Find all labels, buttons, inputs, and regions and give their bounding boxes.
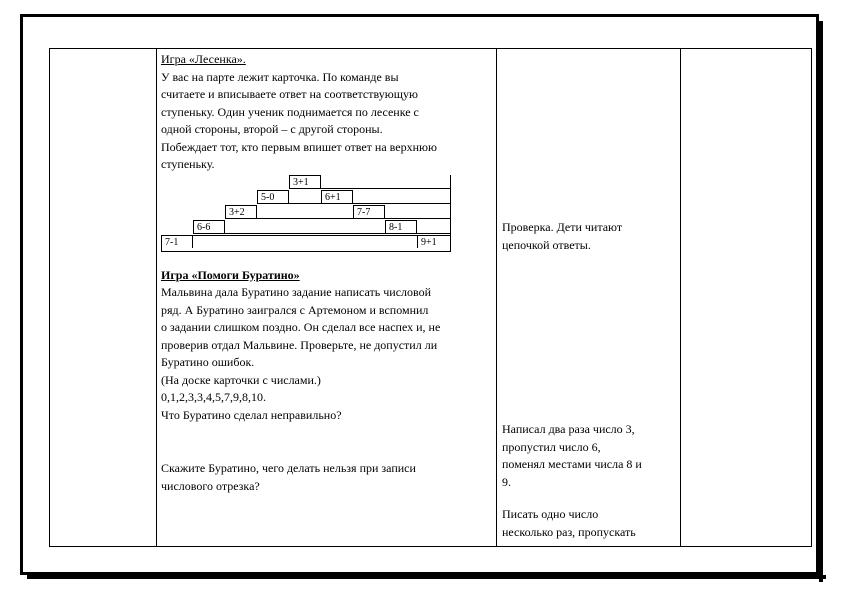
ladder-step: 6+1 [321, 190, 353, 203]
text-line: ступеньку. Один ученик поднимается по лесенке с [161, 104, 419, 119]
lesson-table [49, 48, 812, 547]
check-text: Написал два раза число 3, [502, 422, 635, 436]
ladder-step: 5-0 [257, 190, 289, 203]
text-line: У вас на парте лежит карточка. По команде вы [161, 69, 399, 84]
empty-left-cell [50, 49, 157, 547]
check-block-2 [502, 421, 676, 491]
ladder-step: 8-1 [385, 220, 417, 233]
ladder-step: 3+1 [289, 175, 321, 188]
number-sequence: 0,1,2,3,3,4,5,7,9,8,10. [161, 390, 266, 404]
text-line: Мальвина дала Буратино задание написать числовой [161, 285, 432, 299]
empty-right-cell [681, 49, 812, 547]
text-line: считаете и вписываете ответ на соответствующую [161, 87, 418, 101]
check-text: 9. [502, 474, 511, 489]
ladder-line [225, 218, 451, 219]
text-line: числового отрезка? [161, 478, 260, 493]
ladder-step: 9+1 [417, 235, 451, 248]
ladder-step: 3+2 [225, 205, 257, 218]
text-line: ступеньку. [161, 157, 215, 171]
ladder-line [289, 188, 451, 189]
text-line: Скажите Буратино, чего делать нельзя при записи [161, 461, 416, 475]
text-line: Буратино ошибок. [161, 355, 255, 369]
text-line: ряд. А Буратино заигрался с Артемоном и вспомнил [161, 302, 429, 317]
text-line: Побеждает тот, кто первым впишет ответ на верхнюю [161, 139, 437, 154]
game-pinocchio-title: Игра «Помоги Буратино» [161, 267, 300, 282]
ladder-line [450, 175, 451, 252]
ladder-line [193, 233, 451, 234]
text-line: Что Буратино сделал неправильно? [161, 407, 342, 422]
ladder-base [161, 235, 451, 252]
activity-cell [157, 49, 497, 547]
game-ladder-title: Игра «Лесенка». [161, 52, 246, 66]
ladder-line [257, 203, 451, 204]
text-line: (На доске карточки с числами.) [161, 372, 321, 387]
text-line: одной стороны, второй – с другой стороны. [161, 122, 383, 136]
check-text: цепочкой ответы. [502, 237, 591, 252]
ladder-step: 6-6 [193, 220, 225, 233]
check-text: пропустил число 6, [502, 439, 601, 454]
check-text: поменял местами числа 8 и [502, 457, 642, 471]
text-line: проверив отдал Мальвине. Проверьте, не допустил ли [161, 337, 438, 352]
check-cell [497, 49, 681, 547]
text-line: о задании слишком поздно. Он сделал все наспех и, не [161, 320, 441, 334]
check-text: несколько раз, пропускать [502, 524, 636, 539]
check-block-3 [502, 506, 676, 541]
check-text: Проверка. Дети читают [502, 220, 623, 234]
ladder-diagram [161, 175, 451, 253]
check-text: Писать одно число [502, 507, 599, 521]
check-block-1 [502, 219, 676, 254]
ladder-step: 7-1 [161, 235, 193, 248]
ladder-step: 7-7 [353, 205, 385, 218]
